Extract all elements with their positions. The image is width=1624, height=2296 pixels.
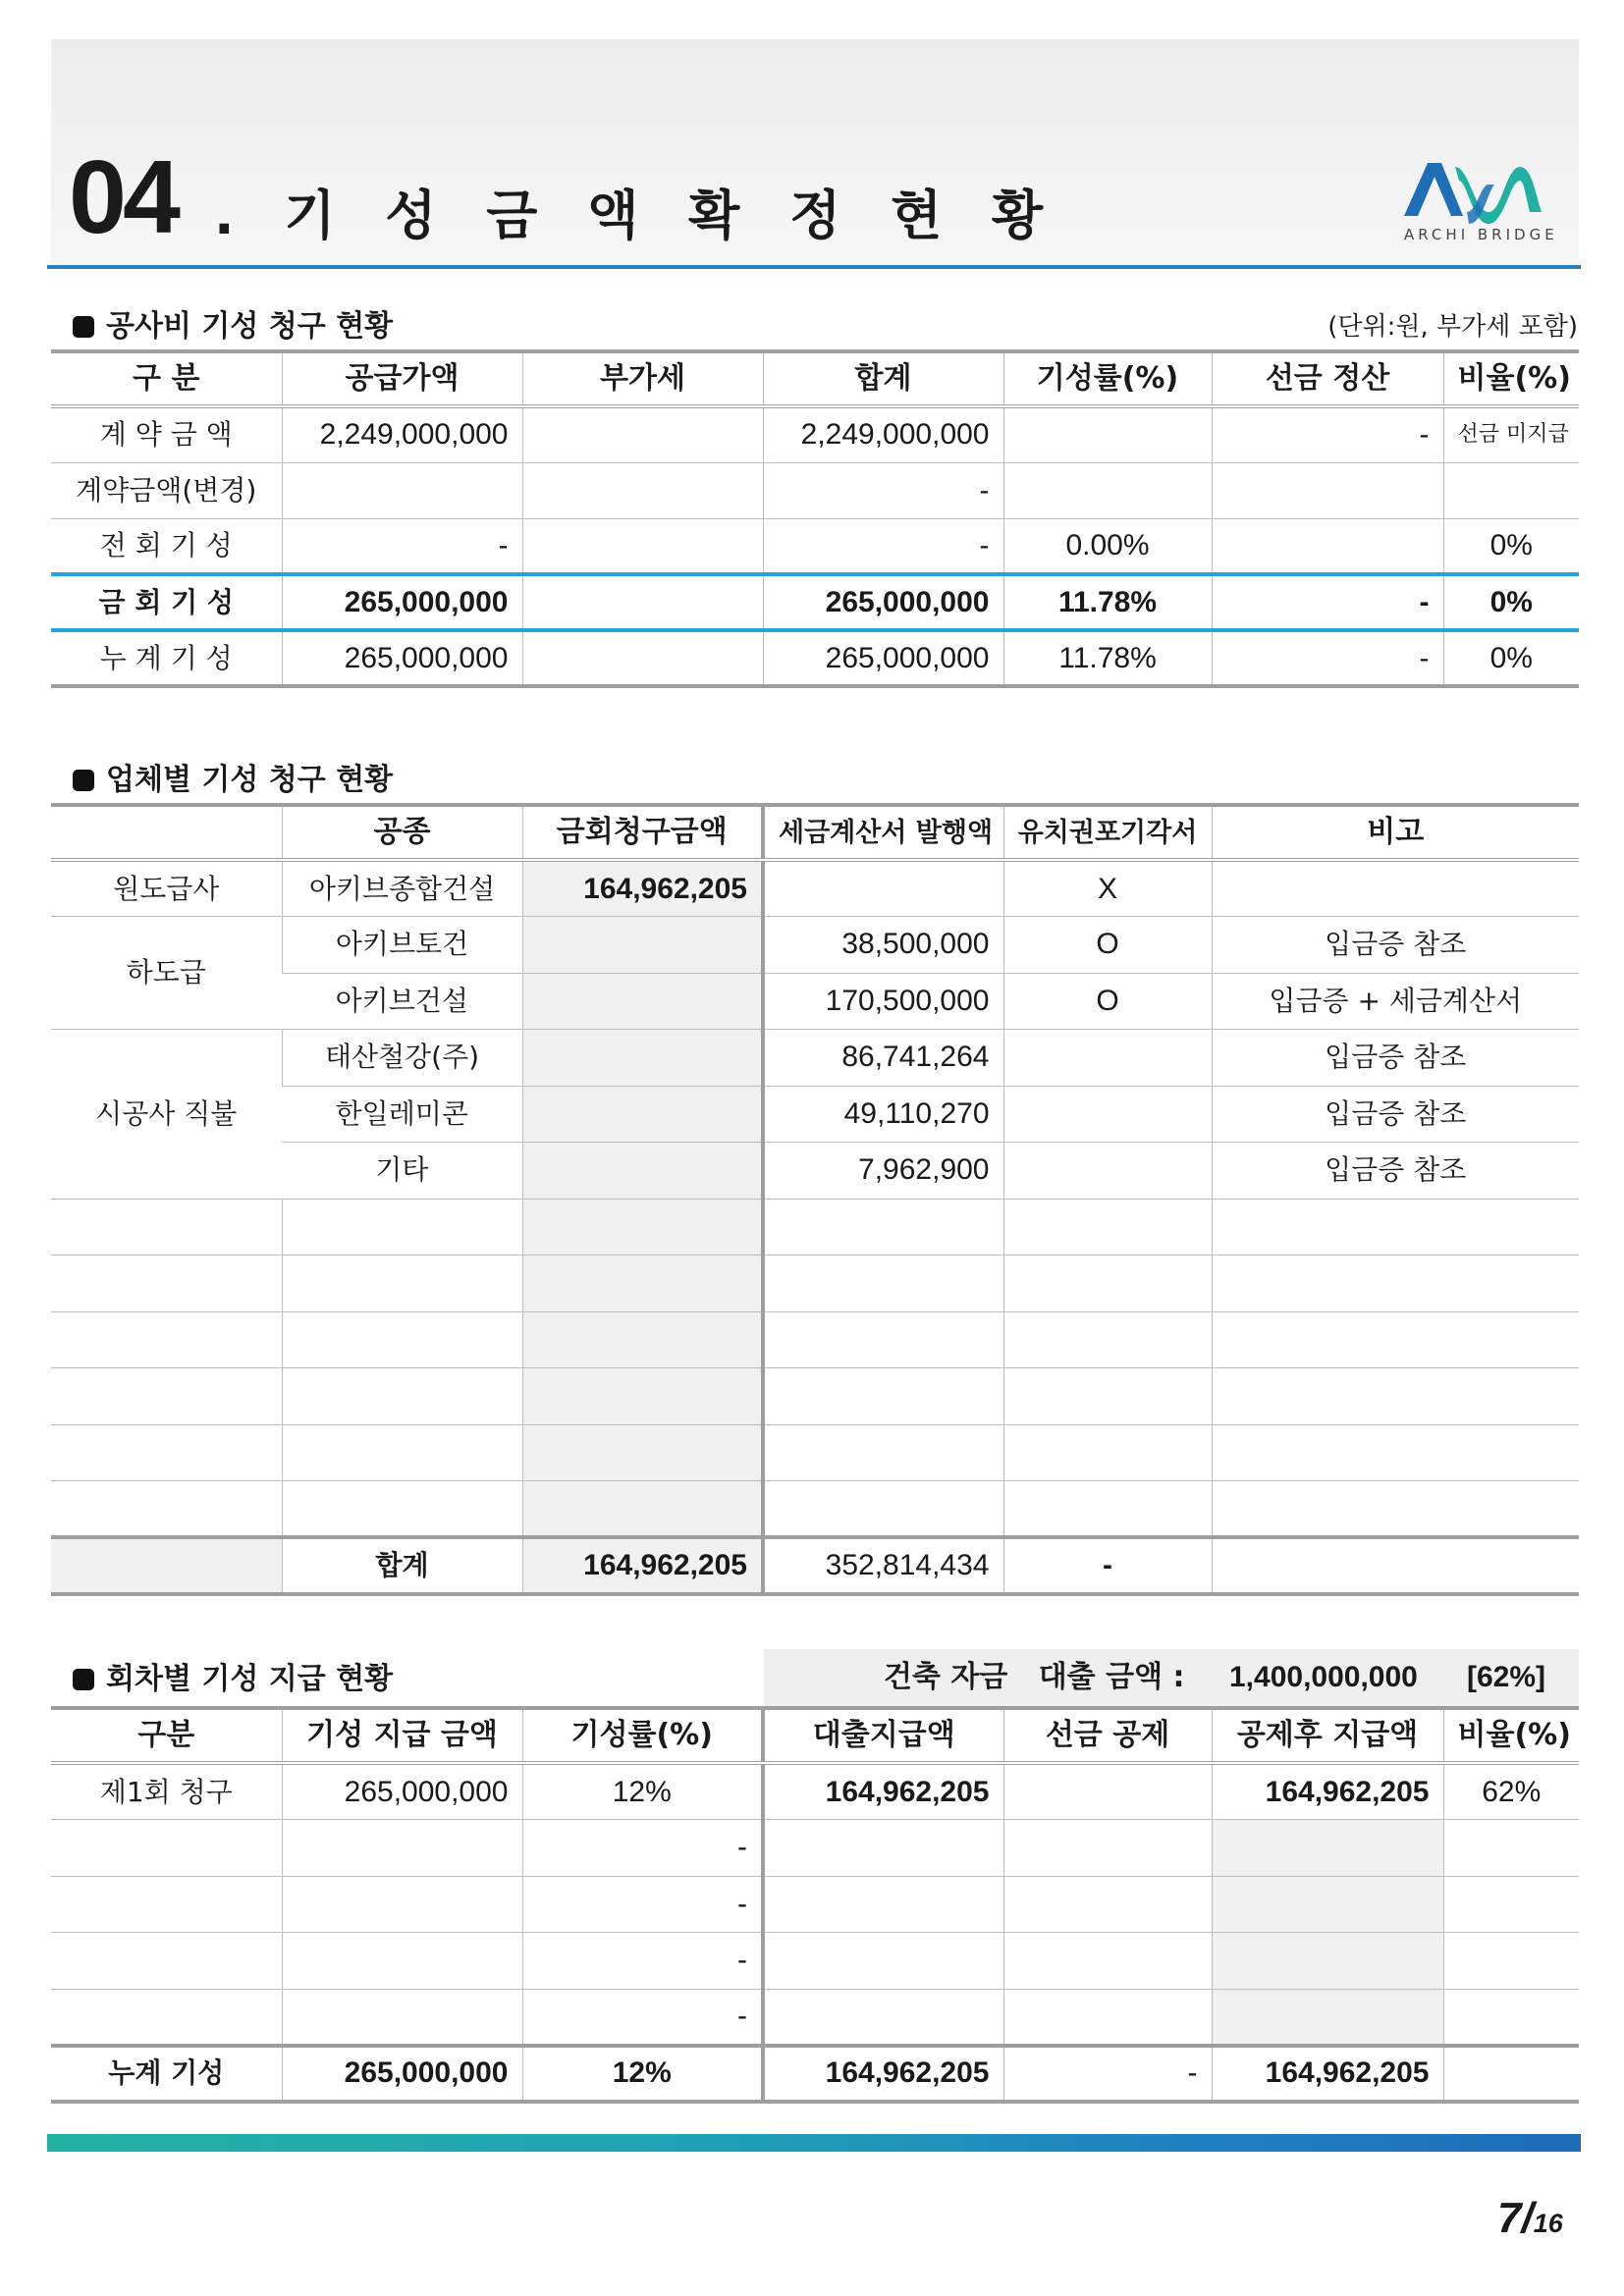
- cell-supply: 265,000,000: [282, 630, 522, 686]
- cell-invoice: [763, 860, 1003, 917]
- empty-row: [51, 1368, 1579, 1425]
- cell-supply: 265,000,000: [282, 574, 522, 630]
- total-amount: 265,000,000: [282, 2046, 522, 2103]
- cell-rate: [1003, 406, 1212, 462]
- table-row: [51, 1876, 1579, 1933]
- cell-invoice: 38,500,000: [763, 917, 1003, 974]
- cell-waiver: O: [1003, 973, 1212, 1030]
- cell-rate: -: [522, 1989, 763, 2046]
- cell-vat: [522, 630, 763, 686]
- header-ratio: 비율(%): [1443, 1708, 1579, 1763]
- vendor-billing-table: [51, 803, 1579, 1596]
- row-label: 누 계 기 성: [51, 630, 282, 686]
- cell-supply: -: [282, 518, 522, 574]
- table-row: [51, 462, 1579, 518]
- cell-deduct: [1003, 1933, 1212, 1990]
- header-category: 구 분: [51, 351, 282, 406]
- table-row-current: [51, 574, 1579, 630]
- cell-amount: [282, 1933, 522, 1990]
- cell-waiver: [1003, 1086, 1212, 1143]
- cell-rate: 0.00%: [1003, 518, 1212, 574]
- row-label: [51, 1820, 282, 1877]
- loan-amount: 1,400,000,000: [1229, 1661, 1418, 1693]
- cell-trade: 기타: [282, 1143, 522, 1200]
- table-row: [51, 917, 1579, 974]
- cell-note: 입금증 참조: [1212, 917, 1579, 974]
- header-invoice: 세금계산서 발행액: [763, 805, 1003, 860]
- header-claim: 금회청구금액: [522, 805, 763, 860]
- table-row: [51, 518, 1579, 574]
- cell-trade: 아키브건설: [282, 973, 522, 1030]
- cell-amount: [282, 1876, 522, 1933]
- header-loan: 대출지급액: [763, 1708, 1003, 1763]
- cell-claim: [522, 917, 763, 974]
- cell-waiver: O: [1003, 917, 1212, 974]
- unit-note: (단위:원, 부가세 포함): [1327, 312, 1578, 342]
- cell-vat: [522, 406, 763, 462]
- cell-note: 입금증 참조: [1212, 1086, 1579, 1143]
- header-underline: [47, 265, 1581, 269]
- header-group: [51, 805, 282, 860]
- bullet-icon: [73, 1669, 94, 1690]
- cell-note: [1212, 860, 1579, 917]
- cell-advance: -: [1212, 630, 1443, 686]
- cell-rate: [1003, 462, 1212, 518]
- cell-claim: 164,962,205: [522, 860, 763, 917]
- cell-invoice: 7,962,900: [763, 1143, 1003, 1200]
- cell-rate: 11.78%: [1003, 574, 1212, 630]
- total-label: 누계 기성: [51, 2046, 282, 2103]
- cell-supply: [282, 462, 522, 518]
- total-loan: 164,962,205: [763, 2046, 1003, 2103]
- cell-loan: [763, 1820, 1003, 1877]
- cell-ratio: [1443, 1933, 1579, 1990]
- total-row: [51, 1537, 1579, 1594]
- total-waiver: -: [1003, 1537, 1212, 1594]
- table-row: [51, 1820, 1579, 1877]
- header-net: 공제후 지급액: [1212, 1708, 1443, 1763]
- table-row: [51, 1030, 1579, 1087]
- section1-title-text: 공사비 기성 청구 현황: [106, 309, 394, 344]
- cell-claim: [522, 1086, 763, 1143]
- cell-rate: 11.78%: [1003, 630, 1212, 686]
- header-rate: 기성률(%): [522, 1708, 763, 1763]
- table-row: [51, 630, 1579, 686]
- cell-loan: [763, 1989, 1003, 2046]
- cell-vat: [522, 574, 763, 630]
- cell-deduct: [1003, 1820, 1212, 1877]
- cell-invoice: 86,741,264: [763, 1030, 1003, 1087]
- total-ratio: [1443, 2046, 1579, 2103]
- cell-waiver: [1003, 1143, 1212, 1200]
- header-supply: 공급가액: [282, 351, 522, 406]
- logo-text: ARCHI BRIDGE: [1404, 226, 1558, 243]
- cell-ratio: [1443, 1876, 1579, 1933]
- section1-title: [73, 309, 394, 344]
- header-total: 합계: [763, 351, 1003, 406]
- cell-total: 2,249,000,000: [763, 406, 1003, 462]
- empty-row: [51, 1311, 1579, 1368]
- section3-title: [73, 1662, 394, 1696]
- loan-label: 건축 자금 대출 금액 :: [884, 1660, 1185, 1694]
- section2-title-text: 업체별 기성 청구 현황: [106, 763, 394, 797]
- total-row: [51, 2046, 1579, 2103]
- payment-status-table: [51, 1706, 1579, 2104]
- cell-total: 265,000,000: [763, 574, 1003, 630]
- row-label: 금 회 기 성: [51, 574, 282, 630]
- cell-net: [1212, 1933, 1443, 1990]
- total-deduct: -: [1003, 2046, 1212, 2103]
- logo-a-mark: [1404, 163, 1463, 216]
- table-row: [51, 406, 1579, 462]
- loan-ratio: [62%]: [1467, 1661, 1546, 1693]
- cell-loan: 164,962,205: [763, 1763, 1003, 1820]
- cell-advance: [1212, 462, 1443, 518]
- cell-total: -: [763, 518, 1003, 574]
- group-label: 시공사 직불: [51, 1030, 282, 1200]
- empty-row: [51, 1199, 1579, 1255]
- section-number: 04: [69, 139, 177, 255]
- cell-note: 입금증 참조: [1212, 1030, 1579, 1087]
- row-label: 계 약 금 액: [51, 406, 282, 462]
- header-advance: 선금 정산: [1212, 351, 1443, 406]
- total-claim: 164,962,205: [522, 1537, 763, 1594]
- group-label: 원도급사: [51, 860, 282, 917]
- cell-deduct: [1003, 1763, 1212, 1820]
- cell-vat: [522, 462, 763, 518]
- cell-net: 164,962,205: [1212, 1763, 1443, 1820]
- header-note: 비고: [1212, 805, 1579, 860]
- table-row: [51, 1989, 1579, 2046]
- cell-ratio: 0%: [1443, 518, 1579, 574]
- cell-rate: 12%: [522, 1763, 763, 1820]
- total-blank: [51, 1537, 282, 1594]
- cell-invoice: 49,110,270: [763, 1086, 1003, 1143]
- cell-vat: [522, 518, 763, 574]
- cell-trade: 아키브종합건설: [282, 860, 522, 917]
- cell-claim: [522, 1030, 763, 1087]
- cell-advance: [1212, 518, 1443, 574]
- total-label: 합계: [282, 1537, 522, 1594]
- cell-total: 265,000,000: [763, 630, 1003, 686]
- row-label: [51, 1989, 282, 2046]
- header-rate: 기성률(%): [1003, 351, 1212, 406]
- cell-ratio: 선금 미지급: [1443, 406, 1579, 462]
- cell-trade: 태산철강(주): [282, 1030, 522, 1087]
- table-row: [51, 1763, 1579, 1820]
- footer-gradient-bar: [47, 2134, 1581, 2152]
- page-current: 7/: [1497, 2194, 1534, 2242]
- cell-rate: -: [522, 1876, 763, 1933]
- header-deduct: 선금 공제: [1003, 1708, 1212, 1763]
- total-rate: 12%: [522, 2046, 763, 2103]
- cell-supply: 2,249,000,000: [282, 406, 522, 462]
- total-note: [1212, 1537, 1579, 1594]
- header-amount: 기성 지급 금액: [282, 1708, 522, 1763]
- cell-rate: -: [522, 1933, 763, 1990]
- cell-amount: [282, 1989, 522, 2046]
- cell-amount: [282, 1820, 522, 1877]
- cell-ratio: [1443, 1989, 1579, 2046]
- cell-claim: [522, 1143, 763, 1200]
- cell-amount: 265,000,000: [282, 1763, 522, 1820]
- group-label: 하도급: [51, 917, 282, 1030]
- cell-loan: [763, 1933, 1003, 1990]
- row-label: 전 회 기 성: [51, 518, 282, 574]
- cell-ratio: 0%: [1443, 574, 1579, 630]
- row-label: 계약금액(변경): [51, 462, 282, 518]
- cell-advance: -: [1212, 406, 1443, 462]
- cell-deduct: [1003, 1989, 1212, 2046]
- section2-title: [73, 763, 394, 797]
- header-ratio: 비율(%): [1443, 351, 1579, 406]
- cell-ratio: [1443, 462, 1579, 518]
- header-waiver: 유치권포기각서: [1003, 805, 1212, 860]
- cell-net: [1212, 1989, 1443, 2046]
- cell-total: -: [763, 462, 1003, 518]
- cell-waiver: [1003, 1030, 1212, 1087]
- cell-ratio: [1443, 1820, 1579, 1877]
- cell-ratio: 62%: [1443, 1763, 1579, 1820]
- total-invoice: 352,814,434: [763, 1537, 1003, 1594]
- table-row: [51, 860, 1579, 917]
- cell-trade: 아키브토건: [282, 917, 522, 974]
- cell-note: 입금증 참조: [1212, 1143, 1579, 1200]
- cell-net: [1212, 1876, 1443, 1933]
- page-total: 16: [1533, 2209, 1563, 2238]
- cell-note: 입금증 + 세금계산서: [1212, 973, 1579, 1030]
- cell-ratio: 0%: [1443, 630, 1579, 686]
- empty-row: [51, 1481, 1579, 1538]
- row-label: [51, 1876, 282, 1933]
- cell-loan: [763, 1876, 1003, 1933]
- header-category: 구분: [51, 1708, 282, 1763]
- cell-invoice: 170,500,000: [763, 973, 1003, 1030]
- cell-advance: -: [1212, 574, 1443, 630]
- cell-deduct: [1003, 1876, 1212, 1933]
- cell-net: [1212, 1820, 1443, 1877]
- header-vat: 부가세: [522, 351, 763, 406]
- row-label: [51, 1933, 282, 1990]
- page-title: . 기 성 금 액 확 정 현 황: [214, 185, 1059, 246]
- page-number: [1497, 2194, 1563, 2242]
- cell-waiver: X: [1003, 860, 1212, 917]
- table-row: [51, 1933, 1579, 1990]
- total-net: 164,962,205: [1212, 2046, 1443, 2103]
- bullet-icon: [73, 316, 94, 338]
- bullet-icon: [73, 770, 94, 791]
- cell-trade: 한일레미콘: [282, 1086, 522, 1143]
- construction-billing-table: [51, 349, 1579, 688]
- cell-rate: -: [522, 1820, 763, 1877]
- empty-row: [51, 1424, 1579, 1481]
- cell-claim: [522, 973, 763, 1030]
- section3-title-text: 회차별 기성 지급 현황: [106, 1662, 394, 1696]
- header-trade: 공종: [282, 805, 522, 860]
- row-label: 제1회 청구: [51, 1763, 282, 1820]
- empty-row: [51, 1255, 1579, 1312]
